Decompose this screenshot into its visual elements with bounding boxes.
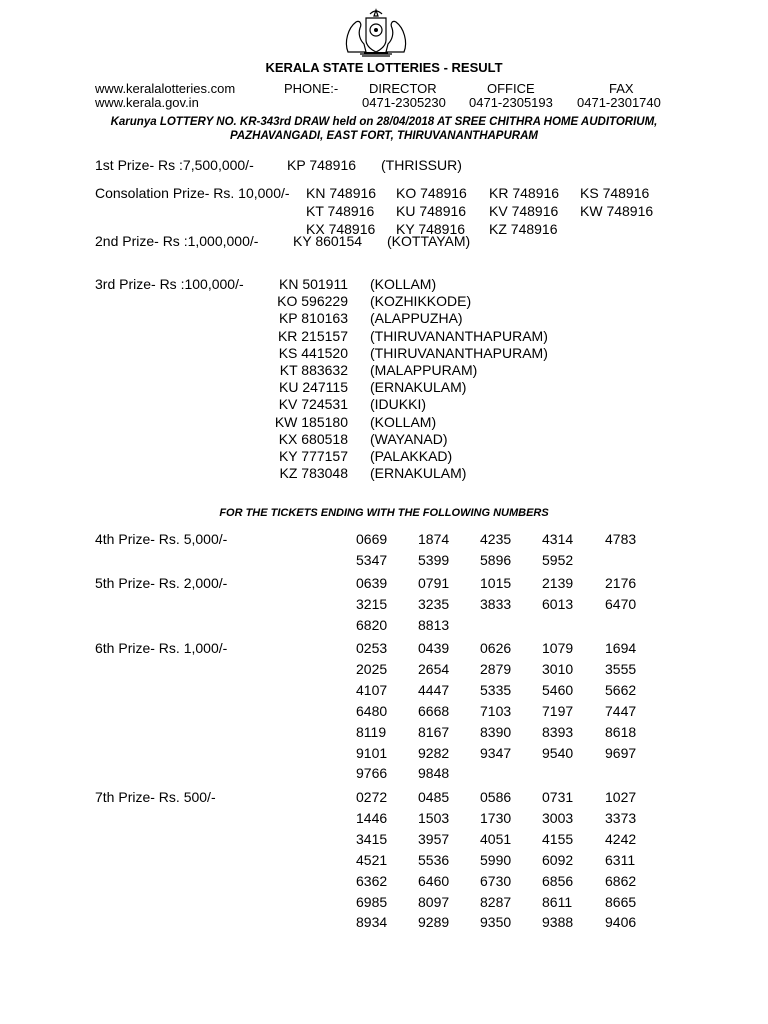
ending-number: 9350: [480, 914, 512, 931]
ending-number: 4155: [542, 830, 574, 847]
third-prize-place: (ERNAKULAM): [370, 465, 467, 482]
ending-number: 4314: [542, 531, 574, 547]
ending-number: 3833: [480, 595, 512, 612]
ending-number: 8167: [418, 723, 450, 740]
ending-number: 1446: [356, 809, 388, 826]
ending-number: 9406: [605, 914, 637, 931]
ending-number: 0485: [418, 789, 450, 805]
ending-number: 6668: [418, 702, 450, 719]
ending-number: 0791: [418, 575, 450, 591]
page-title: KERALA STATE LOTTERIES - RESULT: [265, 60, 503, 75]
ending-prize-label: 6th Prize- Rs. 1,000/-: [95, 640, 228, 656]
ending-number: 0586: [480, 789, 512, 805]
third-prize-place: (MALAPPURAM): [370, 362, 478, 378]
third-prize-ticket: KV 724531: [278, 396, 348, 413]
consolation-ticket: KY 748916: [396, 221, 466, 237]
ending-number: 0669: [356, 531, 388, 547]
ending-number: 7197: [542, 702, 574, 719]
ending-number: 8611: [542, 893, 573, 910]
third-prize-place: (THIRUVANANTHAPURAM): [370, 327, 548, 344]
consolation-ticket: KR 748916: [489, 185, 560, 201]
ending-number: 5990: [480, 851, 512, 868]
consolation-ticket: KX 748916: [306, 221, 376, 237]
ending-number: 3415: [356, 830, 388, 847]
second-prize-place: (KOTTAYAM): [387, 233, 471, 249]
ending-number: 6013: [542, 595, 574, 612]
consolation-ticket: KS 748916: [580, 185, 650, 201]
ending-number: 9697: [605, 744, 637, 761]
ending-number: 4242: [605, 830, 637, 847]
ending-number: 3373: [605, 809, 637, 826]
ending-number: 6362: [356, 872, 388, 889]
third-prize-place: (ALAPPUZHA): [370, 310, 463, 327]
ending-number: 1694: [605, 640, 637, 656]
ending-number: 8390: [480, 723, 512, 740]
ending-numbers-heading: FOR THE TICKETS ENDING WITH THE FOLLOWING NUMBERS: [219, 507, 549, 519]
ending-prize-label: 4th Prize- Rs. 5,000/-: [95, 531, 228, 547]
ending-number: 6820: [356, 616, 388, 633]
ending-number: 1874: [418, 531, 450, 547]
ending-number: 1503: [418, 809, 450, 826]
website-link-2[interactable]: www.kerala.gov.in: [95, 95, 199, 110]
consolation-ticket: KO 748916: [396, 185, 467, 201]
third-prize-place: (WAYANAD): [370, 430, 448, 447]
third-prize-ticket: KY 777157: [278, 448, 348, 464]
ending-number: 7447: [605, 702, 637, 719]
consolation-ticket: KN 748916: [306, 185, 377, 201]
consolation-prize-label: Consolation Prize- Rs. 10,000/-: [95, 185, 290, 201]
third-prize-ticket: KT 883632: [279, 362, 348, 378]
ending-number: 0272: [356, 789, 388, 805]
draw-details-line-1: Karunya LOTTERY NO. KR-343rd DRAW held on 28/04/2018 AT SREE CHITHRA HOME AUDITORIUM,: [110, 116, 658, 128]
fax-label: FAX: [609, 81, 634, 96]
ending-number: 3555: [605, 660, 637, 677]
ending-number: 5335: [480, 681, 512, 698]
ending-number: 1015: [480, 575, 512, 591]
third-prize-place: (ERNAKULAM): [370, 379, 467, 396]
ending-number: 3010: [542, 660, 574, 677]
ending-number: 7103: [480, 702, 512, 719]
ending-number: 6311: [605, 851, 636, 868]
consolation-ticket: KZ 748916: [489, 221, 558, 237]
ending-number: 9289: [418, 914, 450, 931]
ending-number: 9388: [542, 914, 574, 931]
ending-number: 5662: [605, 681, 637, 698]
kerala-state-emblem-icon: [340, 6, 412, 58]
ending-number: 5896: [480, 551, 512, 568]
ending-number: 3215: [356, 595, 388, 612]
third-prize-label: 3rd Prize- Rs :100,000/-: [95, 276, 244, 292]
ending-number: 1079: [542, 640, 574, 656]
ending-number: 9848: [418, 765, 450, 782]
ending-number: 3957: [418, 830, 450, 847]
phone-label: PHONE:-: [284, 81, 339, 96]
consolation-ticket: KT 748916: [306, 203, 375, 219]
ending-number: 6480: [356, 702, 388, 719]
ending-number: 2176: [605, 575, 637, 591]
third-prize-ticket: KP 810163: [278, 310, 348, 327]
ending-number: 5399: [418, 551, 450, 568]
second-prize-label: 2nd Prize- Rs :1,000,000/-: [95, 233, 259, 249]
ending-number: 6862: [605, 872, 637, 889]
ending-number: 8119: [356, 723, 387, 740]
ending-number: 6985: [356, 893, 388, 910]
third-prize-place: (KOLLAM): [370, 276, 437, 292]
ending-number: 9347: [480, 744, 512, 761]
ending-number: 2025: [356, 660, 388, 677]
ending-number: 2654: [418, 660, 450, 677]
third-prize-place: (PALAKKAD): [370, 448, 453, 464]
ending-number: 5536: [418, 851, 450, 868]
ending-number: 4783: [605, 531, 637, 547]
ending-number: 5460: [542, 681, 574, 698]
consolation-ticket: KV 748916: [489, 203, 559, 219]
third-prize-place: (THIRUVANANTHAPURAM): [370, 344, 548, 361]
director-phone: 0471-2305230: [362, 95, 446, 110]
ending-number: 4521: [356, 851, 388, 868]
ending-number: 8287: [480, 893, 512, 910]
ending-number: 0439: [418, 640, 450, 656]
ending-number: 6470: [605, 595, 637, 612]
third-prize-ticket: KN 501911: [278, 276, 348, 292]
ending-number: 6730: [480, 872, 512, 889]
ending-number: 0253: [356, 640, 388, 656]
ending-number: 2139: [542, 575, 574, 591]
third-prize-place: (KOZHIKKODE): [370, 293, 472, 310]
first-prize-label: 1st Prize- Rs :7,500,000/-: [95, 157, 254, 173]
first-prize-ticket: KP 748916: [287, 157, 357, 173]
first-prize-place: (THRISSUR): [381, 157, 462, 173]
consolation-ticket: KW 748916: [580, 203, 654, 219]
third-prize-place: (KOLLAM): [370, 413, 437, 430]
ending-number: 0731: [542, 789, 574, 805]
ending-number: 8097: [418, 893, 450, 910]
fax-number: 0471-2301740: [577, 95, 661, 110]
ending-number: 4447: [418, 681, 450, 698]
ending-number: 4235: [480, 531, 512, 547]
third-prize-ticket: KR 215157: [277, 327, 348, 344]
office-phone: 0471-2305193: [469, 95, 553, 110]
ending-prize-label: 7th Prize- Rs. 500/-: [95, 789, 216, 805]
second-prize-ticket: KY 860154: [293, 233, 363, 249]
ending-number: 5952: [542, 551, 574, 568]
ending-number: 3003: [542, 809, 574, 826]
ending-number: 8813: [418, 616, 450, 633]
ending-number: 3235: [418, 595, 450, 612]
office-label: OFFICE: [487, 81, 535, 96]
draw-details-line-2: PAZHAVANGADI, EAST FORT, THIRUVANANTHAPURAM: [230, 130, 538, 142]
ending-number: 0626: [480, 640, 512, 656]
ending-number: 9540: [542, 744, 574, 761]
consolation-ticket: KU 748916: [396, 203, 467, 219]
ending-number: 4107: [356, 681, 388, 698]
director-label: DIRECTOR: [369, 81, 437, 96]
ending-number: 5347: [356, 551, 388, 568]
third-prize-ticket: KX 680518: [278, 430, 348, 447]
ending-number: 6856: [542, 872, 574, 889]
ending-number: 4051: [480, 830, 512, 847]
ending-number: 8934: [356, 914, 388, 931]
ending-number: 9766: [356, 765, 388, 782]
third-prize-ticket: KS 441520: [278, 344, 348, 361]
ending-number: 1730: [480, 809, 512, 826]
third-prize-ticket: KW 185180: [274, 413, 348, 430]
ending-number: 6092: [542, 851, 574, 868]
ending-number: 8618: [605, 723, 637, 740]
third-prize-ticket: KO 596229: [277, 293, 348, 310]
ending-number: 9282: [418, 744, 450, 761]
ending-prize-label: 5th Prize- Rs. 2,000/-: [95, 575, 228, 591]
ending-number: 1027: [605, 789, 637, 805]
third-prize-place: (IDUKKI): [370, 396, 426, 413]
ending-number: 6460: [418, 872, 450, 889]
ending-number: 8393: [542, 723, 574, 740]
ending-number: 9101: [356, 744, 388, 761]
website-link-1[interactable]: www.keralalotteries.com: [95, 81, 236, 96]
ending-number: 0639: [356, 575, 388, 591]
third-prize-ticket: KZ 783048: [279, 465, 348, 482]
ending-number: 2879: [480, 660, 512, 677]
third-prize-ticket: KU 247115: [278, 379, 348, 396]
ending-number: 8665: [605, 893, 637, 910]
